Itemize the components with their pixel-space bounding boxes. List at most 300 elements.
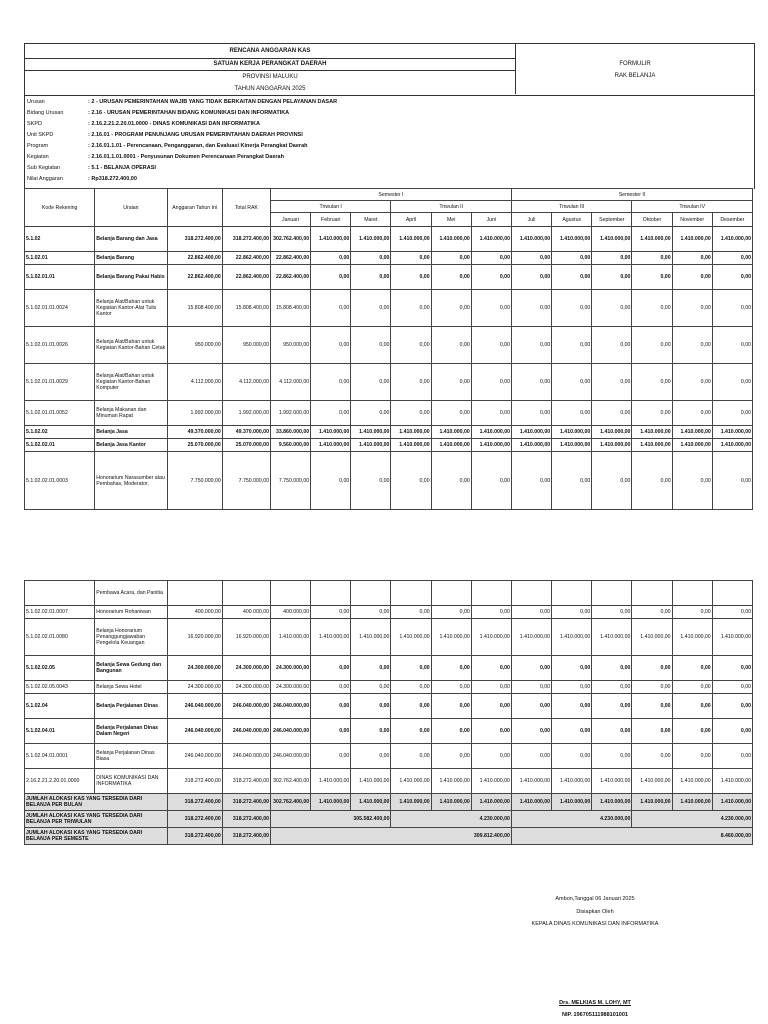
- table-row: [25, 439, 753, 452]
- month-value: 4.112.000,00: [270, 364, 310, 401]
- month-value: 0,00: [311, 327, 351, 364]
- month-value: 0,00: [511, 401, 551, 426]
- info-value: : 5.1 - BELANJA OPERASI: [88, 165, 156, 171]
- month-value: 0,00: [311, 744, 351, 769]
- month-value: 0,00: [511, 252, 551, 265]
- month-value: 0,00: [672, 656, 712, 681]
- month-value: 0,00: [431, 252, 471, 265]
- month-value: 0,00: [351, 290, 391, 327]
- col-anggaran: Anggaran Tahun Ini: [167, 189, 222, 227]
- month-value: 0,00: [511, 364, 551, 401]
- table-row: [25, 581, 753, 606]
- table-row: [25, 681, 753, 694]
- month-value: 1.410.000,00: [632, 227, 672, 252]
- info-label: Urusan: [27, 99, 45, 105]
- month-value: 0,00: [632, 401, 672, 426]
- total-row: [25, 794, 753, 811]
- month-value: 9.560.000,00: [270, 439, 310, 452]
- info-value: : 2.16.2.21.2.20.01.0000 - DINAS KOMUNIKASI DAN INFORMATIKA: [88, 121, 260, 127]
- month-value: 0,00: [391, 401, 431, 426]
- month-value: 246.040.000,00: [270, 744, 310, 769]
- uraian: Belanja Sewa Gedung dan Bangunan: [95, 656, 167, 681]
- month-value: 0,00: [672, 327, 712, 364]
- month-value: 0,00: [672, 744, 712, 769]
- total-value: 1.410.000,00: [471, 794, 511, 811]
- col-month: Februari: [311, 213, 351, 227]
- info-label: Bidang Urusan: [27, 110, 64, 116]
- month-value: 0,00: [311, 452, 351, 510]
- header-province: PROVINSI MALUKU: [242, 74, 298, 80]
- kode-rekening: 5.1.02.02.01: [25, 439, 95, 452]
- month-value: 0,00: [632, 681, 672, 694]
- total-rak: 25.070.000,00: [222, 439, 270, 452]
- month-value: 1.410.000,00: [552, 619, 592, 656]
- month-value: 0,00: [351, 656, 391, 681]
- kode-rekening: 2.16.2.21.2.20.01.0000: [25, 769, 95, 794]
- kode-rekening: 5.1.02.02.05.0043: [25, 681, 95, 694]
- anggaran: 318.272.400,00: [167, 769, 222, 794]
- month-value: 1.410.000,00: [712, 619, 752, 656]
- month-value: 0,00: [471, 401, 511, 426]
- info-value: : 2.16.01 - PROGRAM PENUNJANG URUSAN PEMERINTAHAN DAERAH PROVINSI: [88, 132, 303, 138]
- month-value: 0,00: [311, 265, 351, 290]
- table-row: [25, 719, 753, 744]
- month-value: 1.410.000,00: [431, 439, 471, 452]
- month-value: 1.410.000,00: [351, 227, 391, 252]
- month-value: 0,00: [311, 364, 351, 401]
- anggaran: 15.808.400,00: [167, 290, 222, 327]
- month-value: 0,00: [672, 694, 712, 719]
- month-value: 0,00: [712, 452, 752, 510]
- month-value: 0,00: [431, 681, 471, 694]
- month-value: 1.410.000,00: [632, 426, 672, 439]
- info-value: : 2 - URUSAN PEMERINTAHAN WAJIB YANG TIDAK BERKAITAN DENGAN PELAYANAN DASAR: [88, 99, 338, 105]
- total-anggaran: 318.272.400,00: [167, 828, 222, 845]
- month-value: 0,00: [431, 290, 471, 327]
- month-value: 0,00: [351, 265, 391, 290]
- month-value: 0,00: [712, 252, 752, 265]
- month-value: 0,00: [511, 694, 551, 719]
- month-value: 0,00: [431, 327, 471, 364]
- total-label: JUMLAH ALOKASI KAS YANG TERSEDIA DARI BELANJA PER TRIWULAN: [25, 811, 168, 828]
- month-value: 0,00: [712, 364, 752, 401]
- uraian: Belanja Barang Pakai Habis: [95, 265, 167, 290]
- month-value: 0,00: [391, 694, 431, 719]
- month-value: 0,00: [391, 452, 431, 510]
- uraian: Belanja Perjalanan Dinas: [95, 694, 167, 719]
- total-value: 1.410.000,00: [431, 794, 471, 811]
- month-value: 0,00: [471, 252, 511, 265]
- col-month: April: [391, 213, 431, 227]
- month-value: 0,00: [672, 364, 712, 401]
- anggaran: 25.070.000,00: [167, 439, 222, 452]
- month-value: 0,00: [351, 694, 391, 719]
- sign-prepared: Disiapkan Oleh: [576, 909, 614, 915]
- month-value: 1.410.000,00: [632, 769, 672, 794]
- month-value: 0,00: [632, 364, 672, 401]
- month-value: 1.410.000,00: [592, 439, 632, 452]
- table-row: [25, 364, 753, 401]
- month-value: 0,00: [712, 656, 752, 681]
- month-value: 0,00: [391, 290, 431, 327]
- month-value: [391, 581, 431, 606]
- month-value: 0,00: [471, 681, 511, 694]
- anggaran: 49.370.000,00: [167, 426, 222, 439]
- month-value: 0,00: [471, 364, 511, 401]
- anggaran: 246.040.000,00: [167, 694, 222, 719]
- month-value: 1.410.000,00: [592, 426, 632, 439]
- month-value: 1.410.000,00: [592, 769, 632, 794]
- total-value: 8.460.000,00: [511, 828, 752, 845]
- month-value: 1.410.000,00: [351, 439, 391, 452]
- total-rak: 246.040.000,00: [222, 744, 270, 769]
- sign-place-date: Ambon,Tanggal 06 Januari 2025: [555, 896, 635, 902]
- month-value: 1.410.000,00: [632, 619, 672, 656]
- table-row: [25, 265, 753, 290]
- month-value: 0,00: [552, 606, 592, 619]
- month-value: 0,00: [712, 681, 752, 694]
- info-label: SKPD: [27, 121, 42, 127]
- anggaran: 22.862.400,00: [167, 252, 222, 265]
- month-value: 1.410.000,00: [311, 769, 351, 794]
- month-value: 246.040.000,00: [270, 694, 310, 719]
- total-rak: 24.300.000,00: [222, 656, 270, 681]
- month-value: 1.410.000,00: [712, 227, 752, 252]
- month-value: 15.808.400,00: [270, 290, 310, 327]
- uraian: Belanja Sewa Hotel: [95, 681, 167, 694]
- col-triwulan-1: Triwulan I: [270, 201, 390, 213]
- month-value: 0,00: [431, 452, 471, 510]
- month-value: 1.410.000,00: [592, 227, 632, 252]
- col-month: Maret: [351, 213, 391, 227]
- month-value: 0,00: [431, 694, 471, 719]
- month-value: 1.410.000,00: [471, 619, 511, 656]
- month-value: 1.410.000,00: [391, 227, 431, 252]
- month-value: 1.410.000,00: [511, 769, 551, 794]
- month-value: 0,00: [712, 290, 752, 327]
- month-value: 1.992.000,00: [270, 401, 310, 426]
- table-row: [25, 327, 753, 364]
- month-value: 0,00: [632, 452, 672, 510]
- month-value: 0,00: [712, 265, 752, 290]
- month-value: 1.410.000,00: [311, 426, 351, 439]
- kode-rekening: 5.1.02.02.01.0003: [25, 452, 95, 510]
- info-value: : 2.16.01.1.01.0001 - Penyusunan Dokumen Perencanaan Perangkat Daerah: [88, 154, 284, 160]
- month-value: 1.410.000,00: [632, 439, 672, 452]
- total-label: JUMLAH ALOKASI KAS YANG TERSEDIA DARI BELANJA PER BULAN: [25, 794, 168, 811]
- kode-rekening: 5.1.02.01.01: [25, 265, 95, 290]
- header-right: [516, 44, 754, 94]
- anggaran: 7.750.000,00: [167, 452, 222, 510]
- month-value: 0,00: [511, 744, 551, 769]
- col-month: Juli: [511, 213, 551, 227]
- month-value: 0,00: [511, 290, 551, 327]
- total-rak: 15.808.400,00: [222, 290, 270, 327]
- uraian: Belanja Jasa: [95, 426, 167, 439]
- month-value: 302.762.400,00: [270, 769, 310, 794]
- month-value: 0,00: [552, 290, 592, 327]
- month-value: [511, 581, 551, 606]
- month-value: 0,00: [592, 290, 632, 327]
- info-label: Nilai Anggaran: [27, 176, 63, 182]
- anggaran: 246.040.000,00: [167, 719, 222, 744]
- col-month: Agustus: [552, 213, 592, 227]
- total-value: 1.410.000,00: [311, 794, 351, 811]
- month-value: 0,00: [552, 252, 592, 265]
- month-value: 1.410.000,00: [311, 619, 351, 656]
- month-value: 950.000,00: [270, 327, 310, 364]
- month-value: 0,00: [391, 265, 431, 290]
- month-value: 0,00: [351, 452, 391, 510]
- info-value: : Rp318.272.400,00: [88, 176, 137, 182]
- kode-rekening: 5.1.02.04.01: [25, 719, 95, 744]
- rak-table-bottom: [24, 580, 753, 845]
- month-value: 1.410.000,00: [552, 426, 592, 439]
- form-name: RAK BELANJA: [614, 73, 656, 79]
- month-value: 0,00: [431, 744, 471, 769]
- month-value: 0,00: [511, 656, 551, 681]
- kode-rekening: 5.1.02.01: [25, 252, 95, 265]
- total-value: 1.410.000,00: [632, 794, 672, 811]
- uraian: Belanja Barang dan Jasa: [95, 227, 167, 252]
- month-value: 0,00: [471, 290, 511, 327]
- uraian: Belanja Alat/Bahan untuk Kegiatan Kantor-Bahan Cetak: [95, 327, 167, 364]
- month-value: 0,00: [311, 401, 351, 426]
- month-value: 0,00: [672, 452, 712, 510]
- month-value: 0,00: [431, 265, 471, 290]
- month-value: [471, 581, 511, 606]
- month-value: 0,00: [632, 719, 672, 744]
- month-value: 1.410.000,00: [431, 769, 471, 794]
- month-value: [270, 581, 310, 606]
- month-value: 0,00: [552, 719, 592, 744]
- month-value: 1.410.000,00: [471, 439, 511, 452]
- month-value: 0,00: [672, 252, 712, 265]
- month-value: 1.410.000,00: [511, 227, 551, 252]
- anggaran: 950.000,00: [167, 327, 222, 364]
- uraian: Honorarium Narasumber atau Pembahas, Moderator,: [95, 452, 167, 510]
- table-row: [25, 252, 753, 265]
- month-value: 0,00: [311, 681, 351, 694]
- month-value: [552, 581, 592, 606]
- table-row: [25, 290, 753, 327]
- total-rak: 7.750.000,00: [222, 452, 270, 510]
- anggaran: 400.000,00: [167, 606, 222, 619]
- month-value: 24.300.000,00: [270, 656, 310, 681]
- month-value: 0,00: [311, 719, 351, 744]
- month-value: 1.410.000,00: [712, 769, 752, 794]
- total-value: 1.410.000,00: [351, 794, 391, 811]
- month-value: 0,00: [511, 606, 551, 619]
- month-value: 0,00: [672, 719, 712, 744]
- uraian: Belanja Alat/Bahan untuk Kegiatan Kantor-Alat Tulis Kantor: [95, 290, 167, 327]
- month-value: 0,00: [552, 744, 592, 769]
- month-value: 0,00: [471, 656, 511, 681]
- month-value: 0,00: [592, 656, 632, 681]
- kode-rekening: 5.1.02.01.01.0029: [25, 364, 95, 401]
- month-value: 1.410.000,00: [431, 227, 471, 252]
- col-triwulan-3: Triwulan III: [511, 201, 631, 213]
- kode-rekening: 5.1.02.01.01.0052: [25, 401, 95, 426]
- month-value: 0,00: [391, 252, 431, 265]
- month-value: [632, 581, 672, 606]
- total-rak: [222, 581, 270, 606]
- total-value: 1.410.000,00: [712, 794, 752, 811]
- total-rak: 22.862.400,00: [222, 252, 270, 265]
- total-value: 309.812.400,00: [270, 828, 511, 845]
- month-value: 1.410.000,00: [391, 439, 431, 452]
- col-semester-2: Semester II: [511, 189, 752, 201]
- month-value: 0,00: [351, 681, 391, 694]
- info-value: : 2.16.01.1.01 - Perencanaan, Penganggaran, dan Evaluasi Kinerja Perangkat Daerah: [88, 143, 308, 149]
- month-value: 22.862.400,00: [270, 265, 310, 290]
- col-month: Januari: [270, 213, 310, 227]
- month-value: 0,00: [391, 681, 431, 694]
- total-row: [25, 811, 753, 828]
- header-left: [25, 44, 516, 94]
- uraian: Pembawa Acara, dan Panitia: [95, 581, 167, 606]
- month-value: 1.410.000,00: [391, 619, 431, 656]
- month-value: 1.410.000,00: [270, 619, 310, 656]
- month-value: 0,00: [592, 681, 632, 694]
- month-value: 0,00: [511, 265, 551, 290]
- anggaran: [167, 581, 222, 606]
- month-value: 0,00: [391, 364, 431, 401]
- month-value: 0,00: [632, 290, 672, 327]
- table-row: [25, 606, 753, 619]
- month-value: 0,00: [712, 401, 752, 426]
- month-value: 0,00: [592, 265, 632, 290]
- month-value: 1.410.000,00: [431, 619, 471, 656]
- kode-rekening: 5.1.02.02.01.0080: [25, 619, 95, 656]
- kode-rekening: 5.1.02.04: [25, 694, 95, 719]
- month-value: 0,00: [712, 606, 752, 619]
- table-row: [25, 769, 753, 794]
- month-value: 1.410.000,00: [511, 426, 551, 439]
- col-month: Juni: [471, 213, 511, 227]
- month-value: 0,00: [431, 401, 471, 426]
- month-value: 0,00: [511, 681, 551, 694]
- month-value: 0,00: [712, 694, 752, 719]
- total-row: [25, 828, 753, 845]
- month-value: 0,00: [511, 327, 551, 364]
- total-rak: 1.992.000,00: [222, 401, 270, 426]
- month-value: 0,00: [431, 364, 471, 401]
- month-value: 0,00: [351, 364, 391, 401]
- total-rak: 24.300.000,00: [222, 681, 270, 694]
- uraian: Belanja Perjalanan Dinas Biasa: [95, 744, 167, 769]
- month-value: 0,00: [351, 252, 391, 265]
- info-value: : 2.16 - URUSAN PEMERINTAHAN BIDANG KOMUNIKASI DAN INFORMATIKA: [88, 110, 290, 116]
- sign-nip: NIP. 196705111988101001: [562, 1012, 628, 1018]
- month-value: 33.860.000,00: [270, 426, 310, 439]
- uraian: Honorarium Rohaniwan: [95, 606, 167, 619]
- month-value: 0,00: [311, 694, 351, 719]
- table-row: [25, 656, 753, 681]
- uraian: Belanja Jasa Kantor: [95, 439, 167, 452]
- month-value: 0,00: [391, 606, 431, 619]
- anggaran: 22.862.400,00: [167, 265, 222, 290]
- anggaran: 4.112.000,00: [167, 364, 222, 401]
- month-value: 1.410.000,00: [712, 426, 752, 439]
- month-value: 1.410.000,00: [672, 439, 712, 452]
- month-value: 0,00: [672, 606, 712, 619]
- month-value: 1.410.000,00: [391, 769, 431, 794]
- total-label: JUMLAH ALOKASI KAS YANG TERSEDIA DARI BELANJA PER SEMESTE: [25, 828, 168, 845]
- total-rak: 16.920.000,00: [222, 619, 270, 656]
- month-value: 1.410.000,00: [351, 769, 391, 794]
- month-value: 0,00: [391, 656, 431, 681]
- col-month: September: [592, 213, 632, 227]
- uraian: DINAS KOMUNIKASI DAN INFORMATIKA: [95, 769, 167, 794]
- month-value: 0,00: [592, 606, 632, 619]
- table-row: [25, 619, 753, 656]
- month-value: [431, 581, 471, 606]
- total-rak: 49.370.000,00: [222, 426, 270, 439]
- total-value: 1.410.000,00: [391, 794, 431, 811]
- month-value: 0,00: [592, 694, 632, 719]
- month-value: 1.410.000,00: [672, 426, 712, 439]
- month-value: 0,00: [552, 694, 592, 719]
- month-value: 1.410.000,00: [552, 227, 592, 252]
- col-month: Desember: [712, 213, 752, 227]
- anggaran: 16.920.000,00: [167, 619, 222, 656]
- month-value: 0,00: [672, 290, 712, 327]
- month-value: 1.410.000,00: [552, 439, 592, 452]
- info-label: Kegiatan: [27, 154, 49, 160]
- total-rak: 246.040.000,00: [222, 694, 270, 719]
- month-value: 1.410.000,00: [592, 619, 632, 656]
- total-value: 1.410.000,00: [672, 794, 712, 811]
- month-value: 0,00: [672, 401, 712, 426]
- month-value: 0,00: [351, 327, 391, 364]
- month-value: 0,00: [552, 681, 592, 694]
- total-rak: 246.040.000,00: [222, 719, 270, 744]
- anggaran: 1.992.000,00: [167, 401, 222, 426]
- month-value: 0,00: [552, 452, 592, 510]
- total-value: 302.762.400,00: [270, 794, 310, 811]
- month-value: 0,00: [552, 265, 592, 290]
- month-value: 0,00: [391, 327, 431, 364]
- month-value: 1.410.000,00: [391, 426, 431, 439]
- table-row: [25, 694, 753, 719]
- month-value: 0,00: [471, 719, 511, 744]
- month-value: 1.410.000,00: [511, 619, 551, 656]
- header-year: TAHUN ANGGARAN 2025: [234, 86, 306, 92]
- total-value: 4.230.000,00: [391, 811, 511, 828]
- rak-table-top: [24, 188, 753, 510]
- col-triwulan-4: Triwulan IV: [632, 201, 753, 213]
- kode-rekening: 5.1.02.01.01.0026: [25, 327, 95, 364]
- total-anggaran: 318.272.400,00: [167, 794, 222, 811]
- sign-position: KEPALA DINAS KOMUNIKASI DAN INFORMATIKA: [531, 921, 659, 927]
- col-semester-1: Semester I: [270, 189, 511, 201]
- month-value: 7.750.000,00: [270, 452, 310, 510]
- month-value: 0,00: [712, 744, 752, 769]
- total-rak: 950.000,00: [222, 327, 270, 364]
- kode-rekening: [25, 581, 95, 606]
- anggaran: 24.300.000,00: [167, 681, 222, 694]
- month-value: 0,00: [552, 327, 592, 364]
- month-value: 0,00: [672, 681, 712, 694]
- report-header: [24, 43, 755, 96]
- kode-rekening: 5.1.02.02.05: [25, 656, 95, 681]
- month-value: 0,00: [511, 719, 551, 744]
- month-value: 0,00: [471, 327, 511, 364]
- month-value: 0,00: [471, 265, 511, 290]
- total-rak: 4.112.000,00: [222, 364, 270, 401]
- month-value: 1.410.000,00: [672, 769, 712, 794]
